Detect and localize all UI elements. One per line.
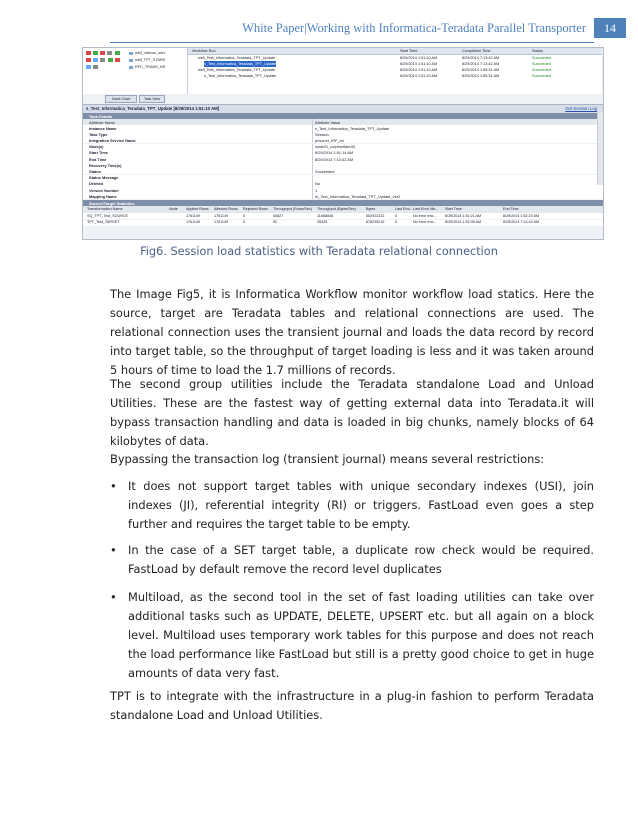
attribute-value: 8/29/2014 1:51:14 AM: [315, 150, 354, 156]
bullet-icon: •: [110, 543, 117, 557]
col-status: Status: [532, 48, 543, 53]
tab-task-view[interactable]: Task View: [139, 95, 165, 103]
stats-column-header: Rejected Rows: [243, 206, 268, 211]
attribute-name: Task Type: [89, 131, 108, 137]
stats-column-header: Transformation Name: [87, 206, 123, 211]
run-icon: [108, 58, 113, 62]
stats-cell: 0: [243, 213, 246, 218]
stats-cell: 11658846: [317, 213, 334, 218]
filter-icon: [100, 58, 105, 62]
start-icon: [93, 51, 98, 55]
stats-cell: 0: [395, 213, 398, 218]
run-row[interactable]: s_Test_Informatica_Teradata_TPT_Update 8/29/2014 1:51:10 AM 8/29/2014 7:13:42 AM Succeeded: [204, 62, 551, 66]
tree-node[interactable]: wkfl_TPT_STARE: [129, 58, 165, 62]
stats-cell: 8/29/2014 1:52:08 AM: [445, 220, 482, 224]
stop-icon: [86, 51, 91, 55]
vertical-scrollbar[interactable]: [597, 113, 603, 185]
toolbar-icons: [85, 50, 125, 71]
stats-cell: 40827: [273, 213, 284, 218]
bullet-icon: •: [110, 590, 117, 604]
source-target-stats-bar[interactable]: Source/Target Statistics: [83, 200, 603, 206]
paragraph: Bypassing the transaction log (transient journal) means several restrictions:: [110, 452, 545, 466]
attribute-value: Succeeded: [315, 168, 335, 174]
bullet-text: It does not support target tables with unique secondary indexes (USI), join indexes (JI), referential integrity (RI) or triggers. FastLoad even goes a step further and requires the target table to be empty.: [128, 479, 594, 531]
attribute-name: Deleted: [89, 181, 104, 187]
attribute-name: Instance Name: [89, 125, 117, 131]
workflow-runs-table: [188, 48, 602, 94]
stats-row[interactable]: [83, 220, 603, 227]
task-title: s_Test_Informatica_Teradata_TPT_Update [8/29/2014 1:51:10 AM]: [86, 106, 220, 111]
stats-cell: SQ_TPT_Test_SOURCE: [87, 213, 128, 218]
paragraph: The second group utilities include the Teradata standalone Load and Unload Utilities. These are the fastest way of getting external data into Teradata.it will bypass transaction handling and data is loaded in big chunks, namely blocks of 64 kilobytes of data.: [110, 377, 594, 448]
navigator-tree: [83, 48, 188, 94]
header-divider: [110, 42, 594, 43]
attribute-value: 8/29/2014 7:13:42 AM: [315, 156, 354, 162]
stats-cell: 0: [243, 220, 246, 224]
bullet-text: Multiload, as the second tool in the set of fast loading utilities can take over additional tasks such as UPDATE, DELETE, UPSERT etc. but all again on a block level. Multiload uses temporary work tables for this purpose and does not reach the load performance like FastLoad but still is a pretty good choice to get in huge amounts of data very fast.: [128, 590, 594, 680]
workflow-monitor-screenshot: [82, 47, 604, 240]
attribute-name: Mapping Name: [89, 193, 117, 199]
stats-cell: 35328: [317, 220, 328, 224]
stats-cell: 8/29/2014 1:52:23 AM: [503, 213, 540, 218]
stats-cell: No error enc...: [413, 220, 437, 224]
stats-cell: 0: [395, 220, 398, 224]
run-row[interactable]: wkfl_Test_Informatica_Teradata_TPT_Update 8/29/2014 1:51:10 AM 8/29/2014 1:55:31 AM Succeeded: [198, 68, 551, 72]
stats-column-header: Throughput (Bytes/Sec): [317, 206, 356, 211]
paragraph: TPT is to integrate with the infrastructure in a plug-in fashion to perform Teradata standalone Load and Unload Utilities.: [110, 689, 594, 722]
stats-column-header: Node: [169, 206, 178, 211]
runs-header: [188, 48, 602, 55]
col-completion-time: Completion Time: [462, 48, 491, 53]
tab-gantt-chart[interactable]: Gantt Chart: [105, 95, 137, 103]
view-tabs: [83, 94, 187, 103]
attribute-name: Integration Service Name: [89, 137, 136, 143]
attribute-value: 1: [315, 187, 318, 193]
stats-cell: 92: [273, 220, 278, 224]
header-title: White Paper|Working with Informatica-Teradata Parallel Transporter: [242, 21, 586, 35]
stats-cell: 1761149: [186, 220, 201, 224]
folder-icon: [129, 52, 133, 55]
fail-icon: [115, 58, 120, 62]
stats-column-header: Bytes: [366, 206, 376, 211]
folder-icon: [129, 59, 133, 62]
attribute-value: prisoner_IRF_int: [315, 137, 344, 143]
task-details-bar[interactable]: Task Details: [83, 113, 603, 119]
stats-column-header: Start Time: [445, 206, 462, 211]
task-title-bar: [83, 104, 603, 113]
info-icon: [86, 65, 91, 69]
stats-cell: 1761149: [214, 220, 229, 224]
stats-column-header: Affected Rows: [214, 206, 238, 211]
run-row[interactable]: wkfl_Test_Informatica_Teradata_TPT_Update 8/29/2014 1:51:10 AM 8/29/2014 7:13:42 AM Succeeded: [198, 56, 551, 60]
attribute-value: s_Test_Informatica_Teradata_TPT_Update: [315, 125, 390, 131]
col-start-time: Start Time: [400, 48, 418, 53]
attribute-name: Recovery Time(s): [89, 162, 122, 168]
bullet-icon: •: [110, 479, 117, 493]
stats-cell: 8/29/2014 1:51:21 AM: [445, 213, 482, 218]
stats-cell: 1761149: [214, 213, 229, 218]
kill-icon: [86, 58, 91, 62]
stats-column-header: Applied Rows: [186, 206, 209, 211]
page-header: [0, 18, 638, 38]
attribute-value: m_Test_Informatica_Teradata_TPT_Update_ver2: [315, 193, 401, 199]
attribute-name: Status Message: [89, 175, 119, 181]
get-session-log-link[interactable]: Get Session Log: [565, 106, 597, 111]
attribute-name: Node(s): [89, 144, 104, 150]
attribute-value: Session: [315, 131, 329, 137]
stats-cell: TPT_Test_TARGET: [87, 220, 120, 224]
folder-icon: [129, 66, 133, 69]
attribute-name: Status: [89, 168, 101, 174]
attribute-value: node01_ccrpfrwtfdev92: [315, 144, 356, 150]
stats-cell: 1761149: [186, 213, 201, 218]
tree-node[interactable]: RFC_TRANS_NS: [129, 65, 165, 69]
stats-cell: 8/29/2014 7:13:42 AM: [503, 220, 540, 224]
run-row[interactable]: s_Test_Informatica_Teradata_TPT_Update 8/29/2014 1:51:10 AM 8/29/2014 1:55:31 AM Succeeded: [204, 74, 551, 78]
bullet-text: In the case of a SET target table, a duplicate row check would be required. FastLoad by default remove the record level duplicates: [128, 543, 594, 576]
page-number: 14: [594, 18, 626, 38]
abort-icon: [100, 51, 105, 55]
attributes-header: Attribute Name Attribute Value: [83, 119, 603, 126]
attribute-value: No: [315, 181, 320, 187]
col-workflow-run: Workflow Run: [192, 48, 216, 53]
stats-column-header: Last Error Me...: [413, 206, 439, 211]
resume-icon: [115, 51, 120, 55]
stats-cell: 676235216: [366, 220, 385, 224]
paragraph: The Image Fig5, it is Informatica Workflow monitor workflow load statics. Here the source, target are Teradata tables and relational connections are used. The relational connection uses the transient journal and loads the data record by record into target table, so the throughput of target loading is less and it was taken around 5 hours of time to load the 1.7 millions of records.: [110, 287, 594, 377]
refresh-icon: [107, 51, 112, 55]
attribute-name: End Time: [89, 156, 107, 162]
log-icon: [93, 65, 98, 69]
stats-column-header: Last Erro...: [395, 206, 414, 211]
stats-cell: 502922432: [366, 213, 385, 218]
stats-column-header: End Time: [503, 206, 519, 211]
figure-caption: Fig6. Session load statistics with Teradata relational connection: [140, 245, 498, 258]
stats-cell: No error enc...: [413, 213, 437, 218]
tree-node[interactable]: wkfl_rubicon_serv: [129, 51, 165, 55]
attribute-name: Version Number: [89, 187, 119, 193]
stats-column-header: Throughput (Rows/Sec): [273, 206, 312, 211]
properties-icon: [93, 58, 98, 62]
attribute-name: Start Time: [89, 150, 108, 156]
